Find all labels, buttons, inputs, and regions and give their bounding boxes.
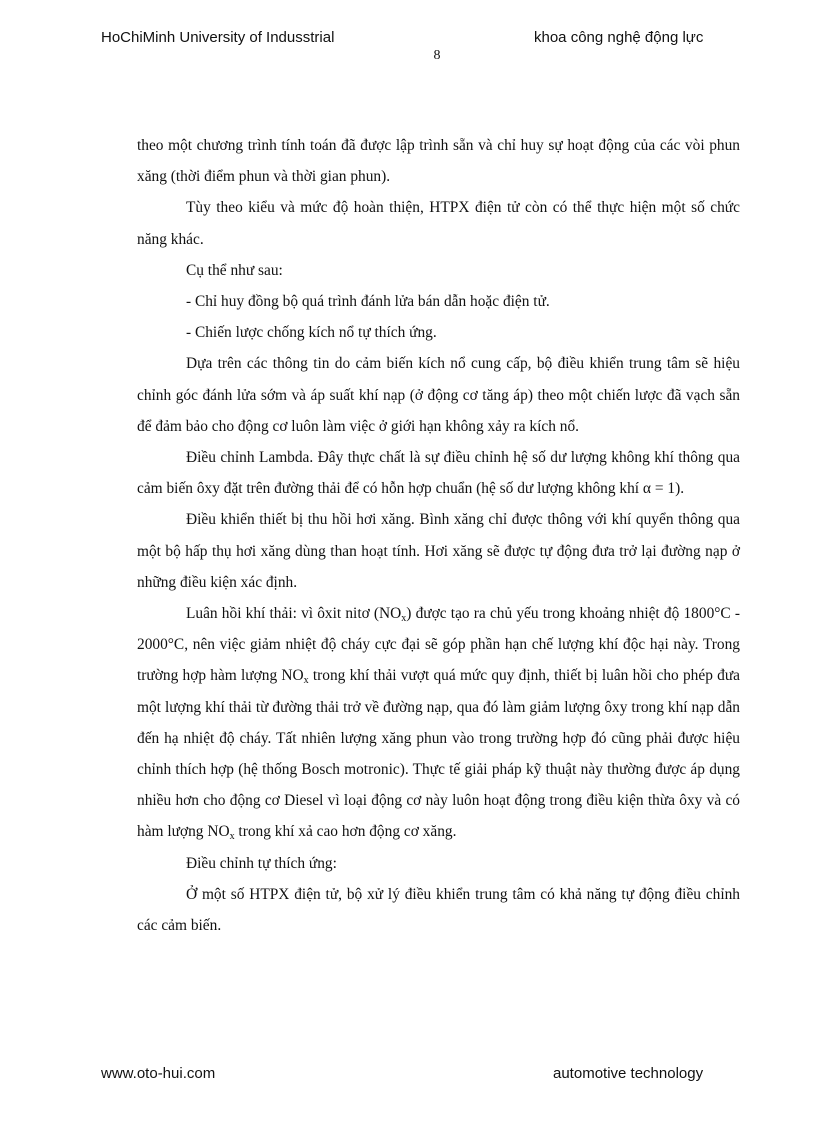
page-body xyxy=(137,130,740,941)
paragraph-lambda: Điều chỉnh Lambda. Đây thực chất là sự điều chỉnh hệ số dư lượng không khí thông qua cảm biến ôxy đặt trên đường thải để có hỗn hợp chuẩn (hệ số dư lượng không khí α = 1). xyxy=(137,449,740,498)
paragraph-adaptive: Ở một số HTPX điện tử, bộ xử lý điều khiển trung tâm có khả năng tự động điều chỉnh các cảm biến. xyxy=(137,885,740,935)
header-right: khoa công nghệ động lực xyxy=(534,29,704,46)
nox-subscript: x xyxy=(229,831,235,843)
egr-text-c: trong khí thải vượt quá mức quy định, thiết bị luân hồi cho phép đưa một lượng khí thải từ đường thải trở về đường nạp, qua đó làm giảm lượng ôxy trong khí nạp dẫn đến hạ nhiệt độ cháy. Tất nhiên lượng xăng phun vào trong trường hợp đó cũng phải được hiệu chỉnh thích hợp (hệ thống Bosch motronic). Thực tế giải pháp kỹ thuật này thường được áp dụng nhiều hơn cho động cơ Diesel vì loại động cơ này luôn hoạt động trong điều kiện thừa ôxy và có hàm lượng NO xyxy=(137,667,740,841)
egr-text-d: trong khí xả cao hơn động cơ xăng. xyxy=(234,823,457,841)
nox-subscript: x xyxy=(401,613,407,625)
egr-text-b: ) được tạo ra chủ yếu trong khoảng nhiệt độ 1800°C - 2000°C, nên việc giảm nhiệt độ cháy cực đại sẽ góp phần hạn chế lượng khí độc hại này. Trong trường hợp hàm lượng NO xyxy=(137,605,740,685)
paragraph-2: Tùy theo kiểu và mức độ hoàn thiện, HTPX điện tử còn có thể thực hiện một số chức năng khác. xyxy=(137,199,740,248)
paragraph-egr xyxy=(137,598,740,848)
header-left: HoChiMinh University of Indusstrial xyxy=(101,29,335,46)
list-item-1: - Chỉ huy đồng bộ quá trình đánh lửa bán dẫn hoặc điện tử. xyxy=(186,293,550,311)
paragraph-adaptive-heading: Điều chỉnh tự thích ứng: xyxy=(186,854,337,872)
paragraph-knock-control: Dựa trên các thông tin do cảm biến kích nổ cung cấp, bộ điều khiển trung tâm sẽ hiệu chỉnh góc đánh lửa sớm và áp suất khí nạp (ở động cơ tăng áp) theo một chiến lược đã vạch sẵn để đảm bảo cho động cơ luôn làm việc ở giới hạn không xảy ra kích nổ. xyxy=(137,355,740,435)
list-item-2: - Chiến lược chống kích nổ tự thích ứng. xyxy=(186,324,437,342)
nox-subscript: x xyxy=(303,675,309,687)
egr-text-a: Luân hồi khí thải: vì ôxit nitơ (NO xyxy=(186,605,402,623)
footer-website: www.oto-hui.com xyxy=(101,1065,216,1082)
paragraph-1: theo một chương trình tính toán đã được lập trình sẵn và chỉ huy sự hoạt động của các vòi phun xăng (thời điểm phun và thời gian phun). xyxy=(137,137,740,186)
paragraph-evap: Điều khiển thiết bị thu hồi hơi xăng. Bình xăng chỉ được thông với khí quyển thông qua một bộ hấp thụ hơi xăng dùng than hoạt tính. Hơi xăng sẽ được tự động đưa trở lại đường nạp ở những điều kiện xác định. xyxy=(137,511,740,591)
paragraph-3: Cụ thể như sau: xyxy=(186,261,283,279)
footer-right: automotive technology xyxy=(553,1065,704,1082)
page-number: 8 xyxy=(433,48,441,63)
